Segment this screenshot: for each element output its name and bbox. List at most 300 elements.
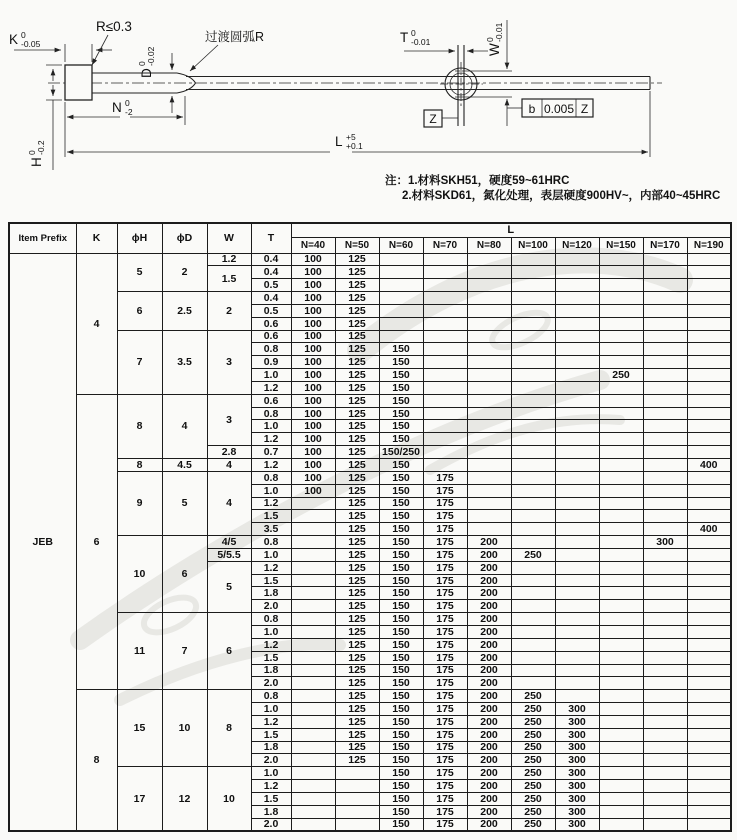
size-table <box>8 222 732 832</box>
cell-l-n-40 <box>291 536 335 549</box>
cell-l-n-70: 175 <box>423 715 467 728</box>
cell-l-n-150 <box>599 548 643 561</box>
cell-l-n-150 <box>599 536 643 549</box>
table-row <box>9 767 731 780</box>
cell-l-n-150 <box>599 664 643 677</box>
cell-t: 1.5 <box>251 651 291 664</box>
cell-l-n-190 <box>687 536 731 549</box>
cell-l-n-100: 250 <box>511 548 555 561</box>
cell-l-n-50: 125 <box>335 548 379 561</box>
cell-l-n-70: 175 <box>423 497 467 510</box>
cell-l-n-40: 100 <box>291 407 335 420</box>
cell-l-n-40: 100 <box>291 471 335 484</box>
cell-l-n-190 <box>687 587 731 600</box>
cell-l-n-150 <box>599 407 643 420</box>
cell-t: 2.0 <box>251 600 291 613</box>
cell-l-n-190 <box>687 446 731 459</box>
cell-l-n-190 <box>687 394 731 407</box>
cell-l-n-120 <box>555 651 599 664</box>
cell-w: 1.5 <box>207 266 251 292</box>
cell-l-n-170 <box>643 600 687 613</box>
cell-l-n-100 <box>511 561 555 574</box>
cell-l-n-50 <box>335 780 379 793</box>
cell-l-n-60 <box>379 279 423 292</box>
cell-l-n-70: 175 <box>423 754 467 767</box>
cell-l-n-150 <box>599 780 643 793</box>
cell-l-n-80 <box>467 459 511 472</box>
cell-l-n-120: 300 <box>555 715 599 728</box>
cell-l-n-170 <box>643 561 687 574</box>
header-n-100: N=100 <box>511 237 555 253</box>
cell-l-n-70: 175 <box>423 741 467 754</box>
cell-l-n-40 <box>291 741 335 754</box>
cell-l-n-170 <box>643 279 687 292</box>
cell-l-n-60: 150 <box>379 664 423 677</box>
cell-l-n-40 <box>291 651 335 664</box>
cell-l-n-190 <box>687 664 731 677</box>
cell-l-n-50 <box>335 767 379 780</box>
cell-l-n-40 <box>291 677 335 690</box>
table-row <box>9 536 731 549</box>
cell-l-n-120 <box>555 266 599 279</box>
cell-l-n-150 <box>599 754 643 767</box>
cell-t: 1.0 <box>251 703 291 716</box>
cell-l-n-120 <box>555 664 599 677</box>
cell-l-n-150 <box>599 394 643 407</box>
dim-r-max <box>92 19 132 65</box>
cell-h: 9 <box>117 471 162 535</box>
cell-l-n-80 <box>467 266 511 279</box>
cell-l-n-60: 150 <box>379 805 423 818</box>
cell-l-n-150 <box>599 420 643 433</box>
cell-l-n-100 <box>511 600 555 613</box>
cell-l-n-60: 150 <box>379 651 423 664</box>
cell-l-n-150 <box>599 728 643 741</box>
cell-l-n-50: 125 <box>335 613 379 626</box>
cell-l-n-70: 175 <box>423 780 467 793</box>
cell-l-n-80: 200 <box>467 690 511 703</box>
cell-l-n-60: 150 <box>379 754 423 767</box>
cell-l-n-170 <box>643 805 687 818</box>
cell-l-n-40: 100 <box>291 317 335 330</box>
cell-l-n-80 <box>467 407 511 420</box>
cell-l-n-170 <box>643 266 687 279</box>
cell-l-n-60: 150 <box>379 767 423 780</box>
cell-l-n-120 <box>555 523 599 536</box>
cell-l-n-50: 125 <box>335 715 379 728</box>
cell-t: 1.2 <box>251 715 291 728</box>
cell-l-n-190 <box>687 266 731 279</box>
cell-l-n-190 <box>687 574 731 587</box>
cell-l-n-190 <box>687 651 731 664</box>
cell-l-n-190 <box>687 715 731 728</box>
cell-l-n-40 <box>291 548 335 561</box>
cell-l-n-50: 125 <box>335 484 379 497</box>
cell-l-n-100: 250 <box>511 792 555 805</box>
cell-l-n-120 <box>555 330 599 343</box>
cell-l-n-150 <box>599 459 643 472</box>
header-n-150: N=150 <box>599 237 643 253</box>
cell-l-n-70 <box>423 381 467 394</box>
cell-t: 1.0 <box>251 548 291 561</box>
cell-h: 8 <box>117 459 162 472</box>
cell-l-n-50: 125 <box>335 561 379 574</box>
cell-h: 8 <box>117 394 162 458</box>
cell-l-n-190 <box>687 292 731 305</box>
header-phi-d: ϕD <box>162 223 207 253</box>
header-l: L <box>291 223 731 237</box>
cell-l-n-150 <box>599 625 643 638</box>
cell-l-n-120 <box>555 677 599 690</box>
table-row <box>9 459 731 472</box>
cell-l-n-50: 125 <box>335 754 379 767</box>
cell-l-n-150 <box>599 510 643 523</box>
cell-l-n-150 <box>599 574 643 587</box>
cell-l-n-80: 200 <box>467 780 511 793</box>
cell-t: 1.2 <box>251 638 291 651</box>
cell-l-n-60: 150 <box>379 484 423 497</box>
cell-l-n-70 <box>423 292 467 305</box>
header-k: K <box>76 223 117 253</box>
cell-t: 0.5 <box>251 279 291 292</box>
cell-l-n-190 <box>687 497 731 510</box>
cell-l-n-100 <box>511 484 555 497</box>
cell-l-n-70: 175 <box>423 677 467 690</box>
cell-l-n-100 <box>511 369 555 382</box>
cell-l-n-100: 250 <box>511 715 555 728</box>
cell-l-n-80: 200 <box>467 805 511 818</box>
cell-l-n-40: 100 <box>291 279 335 292</box>
cell-l-n-70: 175 <box>423 703 467 716</box>
cell-l-n-50 <box>335 792 379 805</box>
cell-l-n-70: 175 <box>423 664 467 677</box>
cell-l-n-80: 200 <box>467 651 511 664</box>
cell-l-n-80 <box>467 484 511 497</box>
cell-l-n-170 <box>643 369 687 382</box>
cell-l-n-100 <box>511 471 555 484</box>
svg-text:N0-2: N 0 -2 <box>112 98 133 117</box>
cell-l-n-190 <box>687 304 731 317</box>
cell-l-n-80: 200 <box>467 728 511 741</box>
cell-l-n-50: 125 <box>335 446 379 459</box>
header-item-prefix: Item Prefix <box>9 223 76 253</box>
cell-l-n-120 <box>555 561 599 574</box>
cell-l-n-50: 125 <box>335 523 379 536</box>
cell-l-n-150 <box>599 792 643 805</box>
cell-l-n-70 <box>423 317 467 330</box>
cell-t: 0.4 <box>251 292 291 305</box>
cell-l-n-70: 175 <box>423 651 467 664</box>
cell-l-n-70 <box>423 343 467 356</box>
cell-l-n-70: 175 <box>423 805 467 818</box>
cell-l-n-150 <box>599 805 643 818</box>
cell-l-n-100 <box>511 497 555 510</box>
cell-w: 5/5.5 <box>207 548 251 561</box>
cell-l-n-80: 200 <box>467 638 511 651</box>
cell-t: 3.5 <box>251 523 291 536</box>
cell-l-n-150 <box>599 356 643 369</box>
cell-l-n-120: 300 <box>555 754 599 767</box>
cell-w: 5 <box>207 561 251 612</box>
cell-l-n-120 <box>555 471 599 484</box>
cell-l-n-100 <box>511 394 555 407</box>
cell-l-n-170 <box>643 523 687 536</box>
cell-d: 2.5 <box>162 292 207 331</box>
cell-t: 1.8 <box>251 741 291 754</box>
cell-t: 1.2 <box>251 497 291 510</box>
cell-l-n-190 <box>687 703 731 716</box>
cell-l-n-100 <box>511 613 555 626</box>
cell-l-n-190 <box>687 600 731 613</box>
cell-l-n-150 <box>599 690 643 703</box>
cell-l-n-100 <box>511 407 555 420</box>
cell-l-n-70 <box>423 304 467 317</box>
end-view <box>400 20 593 127</box>
cell-l-n-40: 100 <box>291 343 335 356</box>
cell-l-n-190 <box>687 356 731 369</box>
cell-l-n-40 <box>291 715 335 728</box>
cell-l-n-80: 200 <box>467 818 511 831</box>
cell-l-n-120: 300 <box>555 818 599 831</box>
cell-l-n-170 <box>643 510 687 523</box>
header-t: T <box>251 223 291 253</box>
cell-l-n-120 <box>555 381 599 394</box>
cell-t: 0.5 <box>251 304 291 317</box>
cell-l-n-40: 100 <box>291 484 335 497</box>
cell-l-n-60: 150 <box>379 471 423 484</box>
cell-l-n-100: 250 <box>511 780 555 793</box>
cell-l-n-190 <box>687 780 731 793</box>
cell-l-n-120 <box>555 459 599 472</box>
svg-text:K0-0.05: K 0 -0.05 <box>9 30 41 49</box>
cell-w: 4 <box>207 459 251 472</box>
cell-l-n-120 <box>555 317 599 330</box>
cell-l-n-50: 125 <box>335 703 379 716</box>
cell-h: 5 <box>117 253 162 292</box>
cell-l-n-170 <box>643 728 687 741</box>
cell-l-n-60: 150 <box>379 780 423 793</box>
cell-t: 1.8 <box>251 664 291 677</box>
cell-l-n-60: 150 <box>379 625 423 638</box>
cell-l-n-100 <box>511 279 555 292</box>
svg-text:H0-0.2: H0-0.2 <box>27 140 46 167</box>
cell-l-n-120 <box>555 536 599 549</box>
cell-l-n-170: 300 <box>643 536 687 549</box>
cell-l-n-60: 150 <box>379 561 423 574</box>
cell-l-n-50: 125 <box>335 625 379 638</box>
cell-l-n-70: 175 <box>423 638 467 651</box>
cell-d: 10 <box>162 690 207 767</box>
cell-l-n-60: 150 <box>379 690 423 703</box>
cell-t: 2.0 <box>251 754 291 767</box>
cell-l-n-100: 250 <box>511 690 555 703</box>
cell-l-n-70: 175 <box>423 818 467 831</box>
cell-l-n-60: 150 <box>379 818 423 831</box>
cell-t: 0.8 <box>251 471 291 484</box>
cell-l-n-150 <box>599 613 643 626</box>
cell-d: 7 <box>162 613 207 690</box>
cell-w: 10 <box>207 767 251 831</box>
cell-l-n-50: 125 <box>335 304 379 317</box>
cell-d: 12 <box>162 767 207 831</box>
cell-l-n-150 <box>599 497 643 510</box>
cell-l-n-120 <box>555 304 599 317</box>
cell-l-n-120 <box>555 433 599 446</box>
cell-l-n-70: 175 <box>423 728 467 741</box>
cell-l-n-100 <box>511 587 555 600</box>
cell-l-n-40: 100 <box>291 266 335 279</box>
feature-control-frame <box>507 99 593 117</box>
cell-h: 10 <box>117 536 162 613</box>
cell-l-n-190 <box>687 805 731 818</box>
cell-l-n-70 <box>423 330 467 343</box>
cell-l-n-100 <box>511 523 555 536</box>
cell-l-n-60: 150 <box>379 703 423 716</box>
cell-l-n-190 <box>687 407 731 420</box>
cell-l-n-100 <box>511 510 555 523</box>
cell-l-n-100 <box>511 356 555 369</box>
table-row <box>9 292 731 305</box>
cell-l-n-170 <box>643 613 687 626</box>
table-row <box>9 253 731 266</box>
cell-l-n-100: 250 <box>511 805 555 818</box>
cell-l-n-40 <box>291 510 335 523</box>
cell-l-n-40 <box>291 754 335 767</box>
cell-l-n-120 <box>555 292 599 305</box>
cell-l-n-120 <box>555 600 599 613</box>
table-row <box>9 394 731 407</box>
cell-l-n-190 <box>687 613 731 626</box>
cell-l-n-150 <box>599 651 643 664</box>
cell-l-n-80 <box>467 369 511 382</box>
cell-p: JEB <box>9 253 76 831</box>
cell-l-n-60 <box>379 266 423 279</box>
cell-l-n-100 <box>511 317 555 330</box>
cell-l-n-190 <box>687 253 731 266</box>
cell-l-n-40 <box>291 625 335 638</box>
cell-l-n-50: 125 <box>335 600 379 613</box>
cell-l-n-150 <box>599 266 643 279</box>
cell-l-n-50: 125 <box>335 420 379 433</box>
cell-l-n-100: 250 <box>511 818 555 831</box>
cell-l-n-120 <box>555 548 599 561</box>
cell-l-n-70: 175 <box>423 574 467 587</box>
cell-l-n-50: 125 <box>335 536 379 549</box>
svg-text:D0-0.02: D0-0.02 <box>137 46 156 78</box>
cell-l-n-80 <box>467 381 511 394</box>
cell-h: 7 <box>117 330 162 394</box>
cell-l-n-120 <box>555 356 599 369</box>
cell-l-n-60: 150 <box>379 741 423 754</box>
cell-l-n-40 <box>291 587 335 600</box>
cell-l-n-60: 150 <box>379 613 423 626</box>
cell-l-n-170 <box>643 471 687 484</box>
cell-t: 1.5 <box>251 574 291 587</box>
cell-l-n-120: 300 <box>555 792 599 805</box>
cell-t: 1.2 <box>251 561 291 574</box>
cell-l-n-50: 125 <box>335 459 379 472</box>
cell-t: 0.8 <box>251 536 291 549</box>
cell-l-n-80 <box>467 330 511 343</box>
cell-l-n-80: 200 <box>467 664 511 677</box>
cell-l-n-150 <box>599 587 643 600</box>
cell-l-n-120 <box>555 625 599 638</box>
cell-l-n-150 <box>599 381 643 394</box>
cell-l-n-120 <box>555 420 599 433</box>
cell-l-n-100: 250 <box>511 728 555 741</box>
cell-l-n-170 <box>643 715 687 728</box>
svg-text:过渡圆弧R: 过渡圆弧R <box>205 30 265 44</box>
cell-l-n-150 <box>599 703 643 716</box>
cell-l-n-100 <box>511 266 555 279</box>
cell-l-n-60: 150 <box>379 369 423 382</box>
cell-w: 3 <box>207 394 251 445</box>
cell-l-n-150 <box>599 561 643 574</box>
cell-l-n-80 <box>467 304 511 317</box>
header-phi-h: ϕH <box>117 223 162 253</box>
cell-l-n-150 <box>599 818 643 831</box>
cell-l-n-100 <box>511 651 555 664</box>
cell-l-n-60: 150 <box>379 548 423 561</box>
cell-w: 4 <box>207 471 251 535</box>
cell-l-n-120 <box>555 638 599 651</box>
cell-d: 4.5 <box>162 459 207 472</box>
cell-t: 0.8 <box>251 343 291 356</box>
cell-k: 6 <box>76 394 117 689</box>
cell-l-n-170 <box>643 703 687 716</box>
cell-l-n-150 <box>599 523 643 536</box>
cell-h: 11 <box>117 613 162 690</box>
cell-l-n-150 <box>599 433 643 446</box>
cell-l-n-170 <box>643 459 687 472</box>
cell-l-n-150 <box>599 638 643 651</box>
cell-l-n-40 <box>291 818 335 831</box>
cell-l-n-40 <box>291 574 335 587</box>
cell-l-n-120: 300 <box>555 780 599 793</box>
svg-text:R≤0.3: R≤0.3 <box>96 19 132 34</box>
cell-l-n-50: 125 <box>335 292 379 305</box>
cell-t: 1.2 <box>251 780 291 793</box>
cell-l-n-50: 125 <box>335 497 379 510</box>
cell-l-n-170 <box>643 317 687 330</box>
cell-l-n-60 <box>379 304 423 317</box>
cell-l-n-100 <box>511 304 555 317</box>
cell-l-n-80 <box>467 253 511 266</box>
cell-l-n-100 <box>511 253 555 266</box>
cell-l-n-60: 150 <box>379 523 423 536</box>
cell-l-n-80: 200 <box>467 548 511 561</box>
cell-l-n-190: 400 <box>687 459 731 472</box>
cell-l-n-170 <box>643 484 687 497</box>
cell-l-n-100 <box>511 677 555 690</box>
cell-l-n-70 <box>423 279 467 292</box>
header-n-80: N=80 <box>467 237 511 253</box>
fcf-value: 0.005 <box>543 102 575 116</box>
cell-l-n-100 <box>511 664 555 677</box>
cell-t: 1.0 <box>251 625 291 638</box>
cell-l-n-150 <box>599 471 643 484</box>
cell-l-n-50: 125 <box>335 317 379 330</box>
cell-l-n-60: 150 <box>379 715 423 728</box>
cell-l-n-70: 175 <box>423 471 467 484</box>
cell-l-n-80 <box>467 356 511 369</box>
cell-l-n-60: 150/250 <box>379 446 423 459</box>
cell-l-n-150 <box>599 767 643 780</box>
cell-l-n-60: 150 <box>379 356 423 369</box>
cell-l-n-120: 300 <box>555 741 599 754</box>
cell-l-n-120 <box>555 279 599 292</box>
cell-t: 0.4 <box>251 253 291 266</box>
